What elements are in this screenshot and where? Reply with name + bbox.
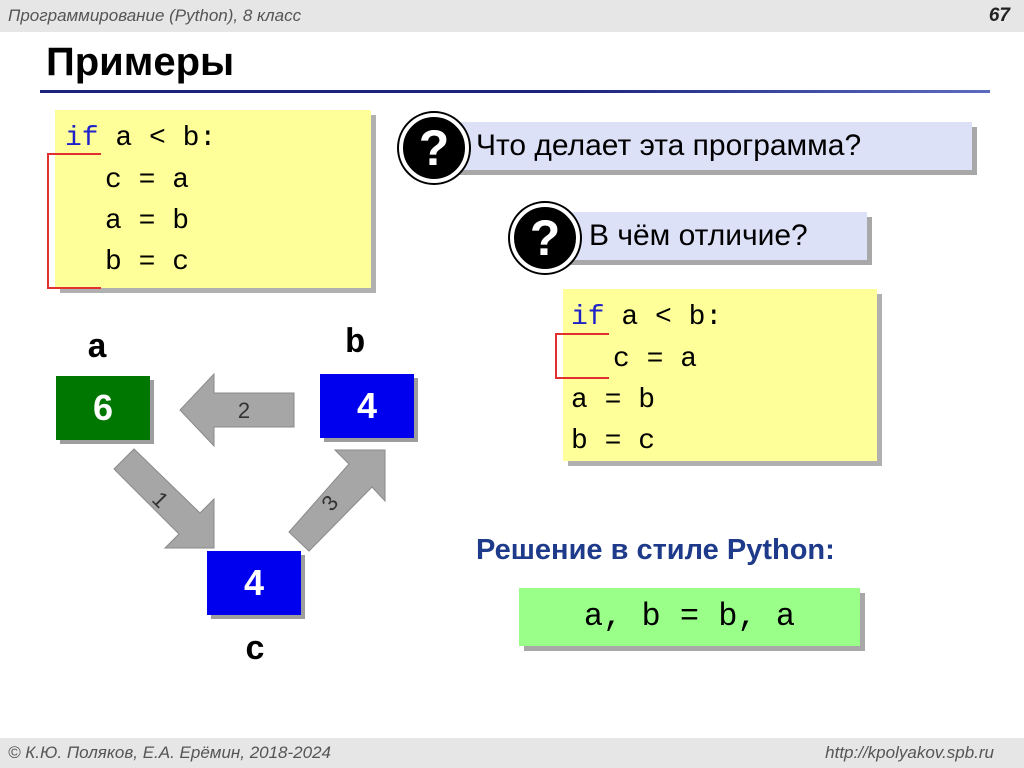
code2-line-3: b = c [571, 426, 656, 457]
code1-line-2: a = b [105, 206, 190, 237]
footer-link[interactable]: http://kpolyakov.spb.ru [825, 743, 994, 762]
code2-indent-bracket [555, 333, 609, 379]
question-mark-icon: ? [399, 113, 469, 183]
course-title: Программирование (Python), 8 класс [8, 6, 302, 25]
code2-condition: a < b: [604, 302, 723, 333]
var-b-label: b [345, 325, 366, 363]
code-block-2 [563, 289, 877, 461]
question-mark-icon: ? [510, 203, 580, 273]
question-2-text: В чём отличие? [589, 219, 808, 252]
var-a-box: 6 [56, 376, 150, 440]
code1-keyword: if [65, 123, 99, 154]
question-1-box [438, 122, 972, 170]
code2-keyword: if [571, 302, 605, 333]
code-block-1 [55, 110, 371, 288]
title-underline [40, 90, 990, 93]
arrow-step-1 [110, 445, 220, 555]
question-1-text: Что делает эта программа? [476, 129, 862, 162]
var-c-label: c [245, 632, 266, 670]
footer-copyright: © К.Ю. Поляков, Е.А. Ерёмин, 2018-2024 [8, 743, 331, 762]
var-b-box: 4 [320, 374, 414, 438]
python-solution-code: a, b = b, a [519, 588, 860, 646]
code1-line-1: c = a [105, 165, 190, 196]
code2-line-2: a = b [571, 385, 656, 416]
code1-condition: a < b: [98, 123, 217, 154]
code2-line-1: c = a [613, 344, 698, 375]
arrow-step-3 [283, 440, 393, 555]
arrow-step-3-label: 3 [316, 490, 344, 516]
slide-title: Примеры [46, 40, 235, 84]
arrow-step-2-label: 2 [237, 398, 251, 423]
question-2-box [549, 212, 867, 260]
header-bar [0, 0, 1024, 32]
footer-bar [0, 738, 1024, 768]
var-a-label: a [87, 330, 108, 368]
arrow-step-1-label: 1 [147, 486, 174, 513]
code2-line-if [571, 298, 722, 338]
solution-heading: Решение в стиле Python: [476, 534, 835, 566]
slide-number: 67 [988, 5, 1010, 26]
var-c-box: 4 [207, 551, 301, 615]
code1-line-3: b = c [105, 247, 190, 278]
code1-indent-bracket [47, 153, 101, 289]
arrow-step-2 [176, 370, 301, 450]
